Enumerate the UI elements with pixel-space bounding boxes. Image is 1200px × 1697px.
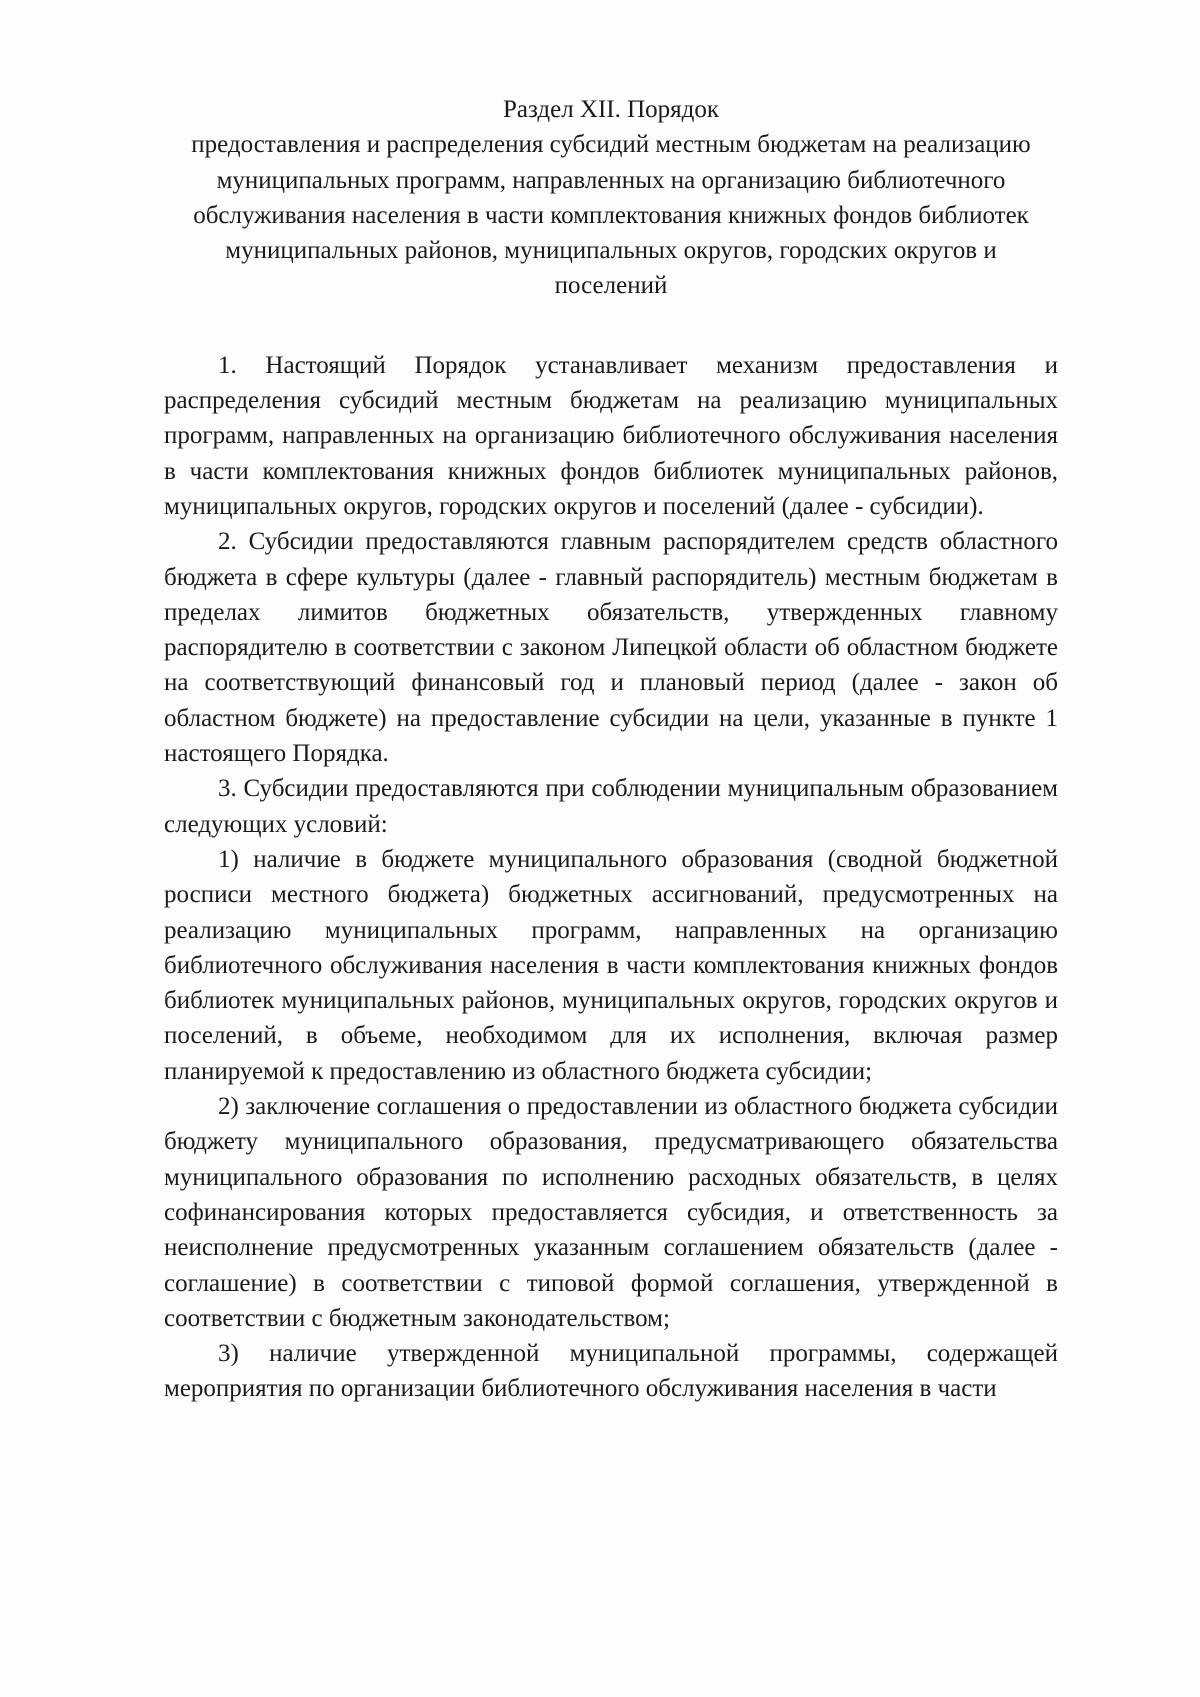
heading-line-4: обслуживания населения в части комплектования книжных фондов библиотек bbox=[193, 201, 1029, 229]
paragraph-3-item-1: 1) наличие в бюджете муниципального образования (сводной бюджетной росписи местного бюджета) бюджетных ассигнований, предусмотренных на реализацию муниципальных программ, направленных на организацию библиотечного обслуживания населения в части комплектования книжных фондов библиотек муниципальных районов, муниципальных округов, городских округов и поселений, в объеме, необходимом для их исполнения, включая размер планируемой к предоставлению из областного бюджета субсидии; bbox=[164, 845, 1058, 1085]
paragraph-1: 1. Настоящий Порядок устанавливает механизм предоставления и распределения субсидий местным бюджетам на реализацию муниципальных программ, направленных на организацию библиотечного обслуживания населения в части комплектования книжных фондов библиотек муниципальных районов, муниципальных округов, городских округов и поселений (далее - субсидии). bbox=[164, 351, 1058, 520]
paragraph-2: 2. Субсидии предоставляются главным распорядителем средств областного бюджета в сфере культуры (далее - главный распорядитель) местным бюджетам в пределах лимитов бюджетных обязательств, утвержденных главному распорядителю в соответствии с законом Липецкой области об областном бюджете на соответствующий финансовый год и плановый период (далее - закон об областном бюджете) на предоставление субсидии на цели, указанные в пункте 1 настоящего Порядка. bbox=[164, 528, 1058, 768]
heading-line-6: поселений bbox=[554, 272, 668, 300]
paragraph-3-item-2: 2) заключение соглашения о предоставлении из областного бюджета субсидии бюджету муниципального образования, предусматривающего обязательства муниципального образования по исполнению расходных обязательств, в целях софинансирования которых предоставляется субсидия, и ответственность за неисполнение предусмотренных указанным соглашением обязательств (далее - соглашение) в соответствии с типовой формой соглашения, утвержденной в соответствии с бюджетным законодательством; bbox=[164, 1093, 1058, 1332]
document-body bbox=[164, 348, 1058, 1407]
section-heading bbox=[164, 92, 1058, 304]
heading-line-1: Раздел XII. Порядок bbox=[502, 96, 720, 123]
paragraph-3: 3. Субсидии предоставляются при соблюдении муниципальным образованием следующих условий: bbox=[164, 775, 1058, 838]
heading-line-5: муниципальных районов, муниципальных округов, городских округов и bbox=[225, 237, 997, 265]
heading-line-2: предоставления и распределения субсидий местным бюджетам на реализацию bbox=[191, 131, 1031, 159]
paragraph-3-item-3: 3) наличие утвержденной муниципальной программы, содержащей мероприятия по организации библиотечного обслуживания населения в части bbox=[164, 1340, 1058, 1403]
document-page bbox=[164, 92, 1058, 1407]
heading-line-3: муниципальных программ, направленных на организацию библиотечного bbox=[216, 166, 1006, 194]
